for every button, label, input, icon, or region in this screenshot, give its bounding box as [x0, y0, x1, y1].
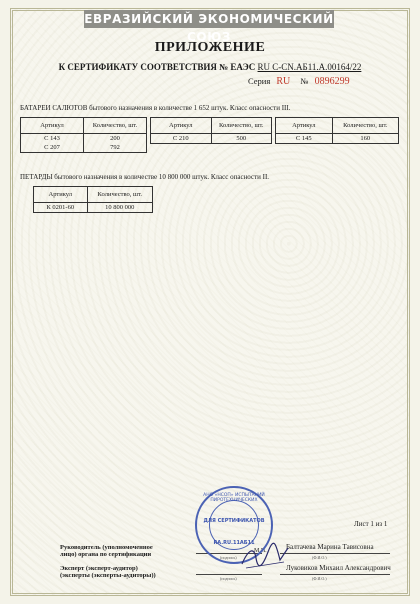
head-label-line1: Руководитель (уполномоченное — [60, 544, 153, 551]
batteries-table-2 — [150, 117, 272, 144]
column-header-article: Артикул — [34, 187, 88, 203]
column-header-article: Артикул — [151, 118, 212, 134]
expert-name-line — [280, 574, 390, 575]
article-cell: С 145 — [276, 134, 333, 144]
document-title: ПРИЛОЖЕНИЕ — [154, 40, 266, 55]
sheet-counter: Лист 1 из 1 — [354, 520, 388, 528]
table-row — [276, 134, 399, 144]
certificate-number: RU C-CN.АБ11.А.00164/22 — [257, 62, 362, 72]
quantity-cell: 160 — [332, 134, 398, 144]
head-label-line2: лицо) органа по сертификации — [60, 551, 152, 558]
certificate-reference — [0, 62, 420, 72]
expert-label — [60, 565, 156, 579]
stamp-code: RA.RU.11АБ11 — [213, 540, 255, 546]
expert-signature-line — [196, 574, 262, 575]
head-sign-caption: (подпись) — [220, 555, 237, 560]
table-row — [21, 143, 147, 153]
head-name-caption: (Ф.И.О.) — [312, 555, 327, 560]
article-cell: С 210 — [151, 134, 212, 144]
quantity-cell: 200 — [84, 134, 147, 144]
quantity-cell: 792 — [84, 143, 147, 153]
stamp-ring-text: АНО «НСОП» ИСПЫТАНИЙ ПИРОТЕХНИЧЕСКИХ — [203, 493, 265, 503]
batteries-table-3 — [275, 117, 399, 144]
quantity-cell: 10 800 000 — [87, 203, 152, 213]
article-cell: С 207 — [21, 143, 84, 153]
article-cell: С 143 — [21, 134, 84, 144]
certificate-prefix: К СЕРТИФИКАТУ СООТВЕТСТВИЯ № ЕАЭС — [58, 62, 256, 72]
expert-sign-caption: (подпись) — [220, 576, 237, 581]
table-row — [34, 203, 153, 213]
batteries-table-1 — [20, 117, 147, 153]
handwritten-signature — [240, 540, 290, 572]
stamp-center-text: ДЛЯ СЕРТИФИКАТОВ — [203, 518, 265, 524]
series-code: RU — [276, 76, 291, 87]
stamp-place-label: М.П. — [254, 548, 267, 554]
series-label: Серия — [248, 76, 271, 86]
table-row — [21, 134, 147, 144]
column-header-quantity: Количество, шт. — [332, 118, 398, 134]
union-banner: ЕВРАЗИЙСКИЙ ЭКОНОМИЧЕСКИЙ СОЮЗ — [84, 12, 334, 44]
expert-label-line1: Эксперт (эксперт-аудитор) — [60, 565, 138, 572]
article-cell: К 0201-60 — [34, 203, 88, 213]
serial-number: 0896299 — [314, 76, 350, 87]
column-header-article: Артикул — [276, 118, 333, 134]
section-batteries-heading: БАТАРЕИ САЛЮТОВ бытового назначения в количестве 1 652 штук. Класс опасности III. — [20, 104, 291, 112]
head-name-line — [280, 553, 390, 554]
expert-name-caption: (Ф.И.О.) — [312, 576, 327, 581]
column-header-quantity: Количество, шт. — [211, 118, 272, 134]
column-header-quantity: Количество, шт. — [84, 118, 147, 134]
series-line — [248, 76, 350, 87]
column-header-quantity: Количество, шт. — [87, 187, 152, 203]
number-label: № — [300, 76, 309, 86]
head-name: Балтачева Марина Тависовна — [286, 543, 374, 551]
head-of-body-label — [60, 544, 153, 558]
firecrackers-table — [33, 186, 153, 213]
column-header-article: Артикул — [21, 118, 84, 134]
section-firecrackers-heading: ПЕТАРДЫ бытового назначения в количестве 10 800 000 штук. Класс опасности II. — [20, 173, 270, 181]
quantity-cell: 500 — [211, 134, 272, 144]
expert-label-line2: (эксперты (эксперты-аудиторы)) — [60, 572, 156, 579]
table-row — [151, 134, 272, 144]
expert-name: Луковиков Михаил Александрович — [286, 564, 391, 572]
